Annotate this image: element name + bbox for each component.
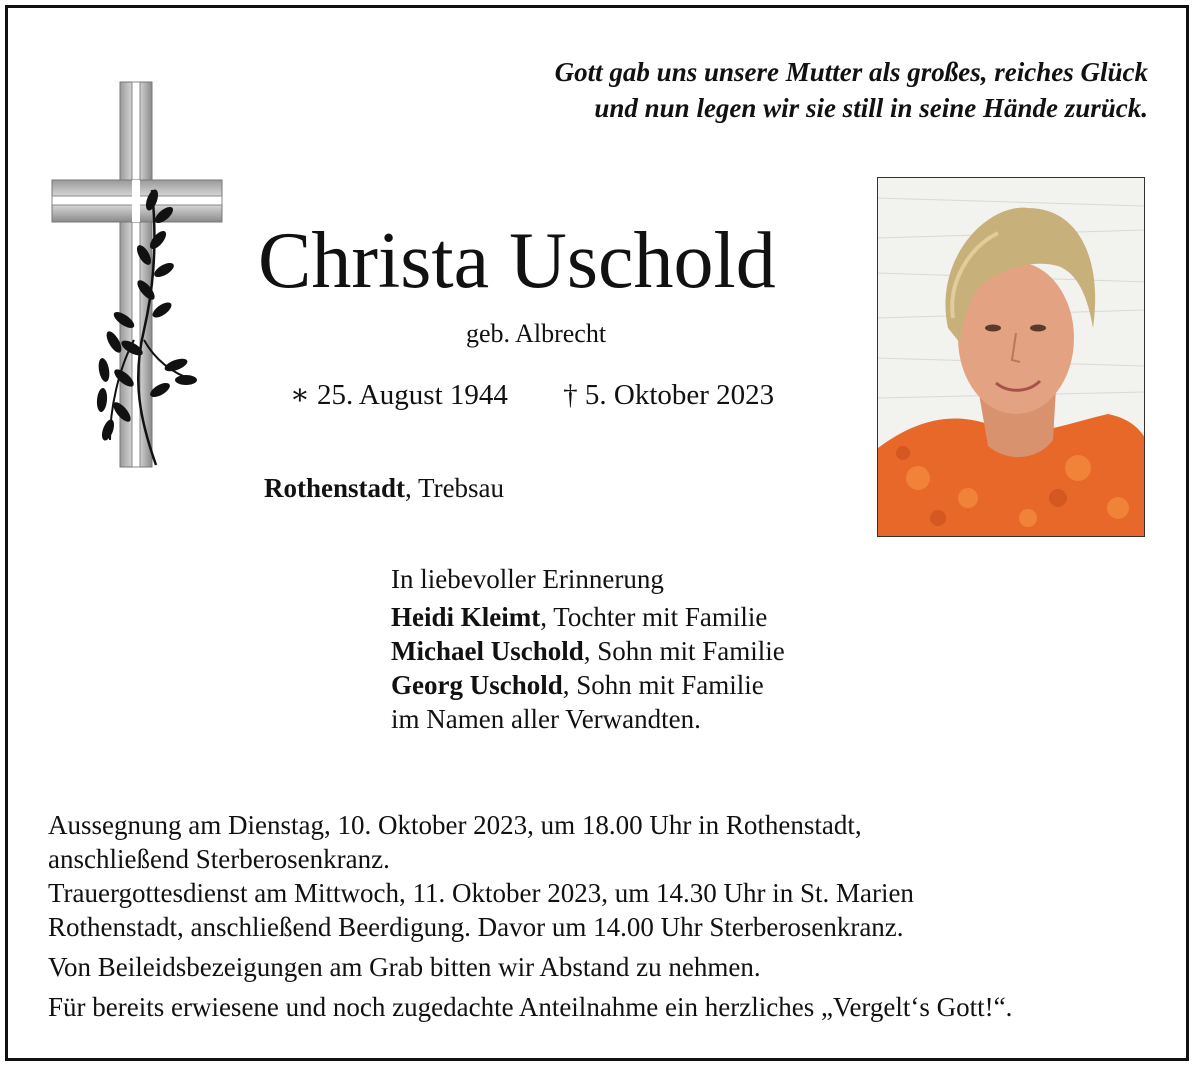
- service-info: [48, 808, 1178, 1024]
- mourner-relation: , Sohn mit Familie: [562, 670, 764, 700]
- place-secondary: , Trebsau: [405, 473, 505, 503]
- mourner-row: [391, 634, 785, 668]
- death-date: 5. Oktober 2023: [584, 379, 775, 411]
- mourner-name: Michael Uschold: [391, 636, 584, 666]
- birth-date: 25. August 1944: [316, 379, 508, 411]
- verse-line-2: und nun legen wir sie still in seine Hände zurück.: [594, 93, 1148, 123]
- condolence-note: Von Beileidsbezeigungen am Grab bitten wir Abstand zu nehmen.: [48, 952, 761, 982]
- portrait-photo: [877, 177, 1145, 537]
- cross-with-laurel-icon: [48, 80, 228, 475]
- places: [264, 470, 504, 506]
- birth-star-icon: ∗: [290, 379, 310, 411]
- verse-line-1: Gott gab uns unsere Mutter als großes, reiches Glück: [554, 57, 1148, 87]
- mourner-relation: , Tochter mit Familie: [540, 602, 768, 632]
- mourners-closing: im Namen aller Verwandten.: [391, 704, 701, 734]
- service1-line2: anschließend Sterberosenkranz.: [48, 844, 390, 874]
- deceased-name: Christa Uschold: [258, 217, 776, 305]
- thanks-note: Für bereits erwiesene und noch zugedachte Anteilnahme ein herzliches „Vergelt‘s Gott!“.: [48, 992, 1013, 1022]
- place-primary: Rothenstadt: [264, 473, 406, 503]
- mourner-name: Georg Uschold: [391, 670, 563, 700]
- mourners: [391, 562, 785, 736]
- service1-line1: Aussegnung am Dienstag, 10. Oktober 2023, um 18.00 Uhr in Rothenstadt,: [48, 810, 862, 840]
- mourner-row: [391, 600, 785, 634]
- death-cross-icon: †: [563, 379, 578, 411]
- maiden-name: geb. Albrecht: [466, 319, 607, 348]
- mourner-row: [391, 668, 785, 702]
- mourner-name: Heidi Kleimt: [391, 602, 541, 632]
- verse: [388, 54, 1148, 126]
- mourner-relation: , Sohn mit Familie: [583, 636, 785, 666]
- mourners-intro: In liebevoller Erinnerung: [391, 564, 664, 594]
- life-dates: [290, 377, 774, 413]
- service2-line2: Rothenstadt, anschließend Beerdigung. Davor um 14.00 Uhr Sterberosenkranz.: [48, 912, 904, 942]
- service2-line1: Trauergottesdienst am Mittwoch, 11. Oktober 2023, um 14.30 Uhr in St. Marien: [48, 878, 914, 908]
